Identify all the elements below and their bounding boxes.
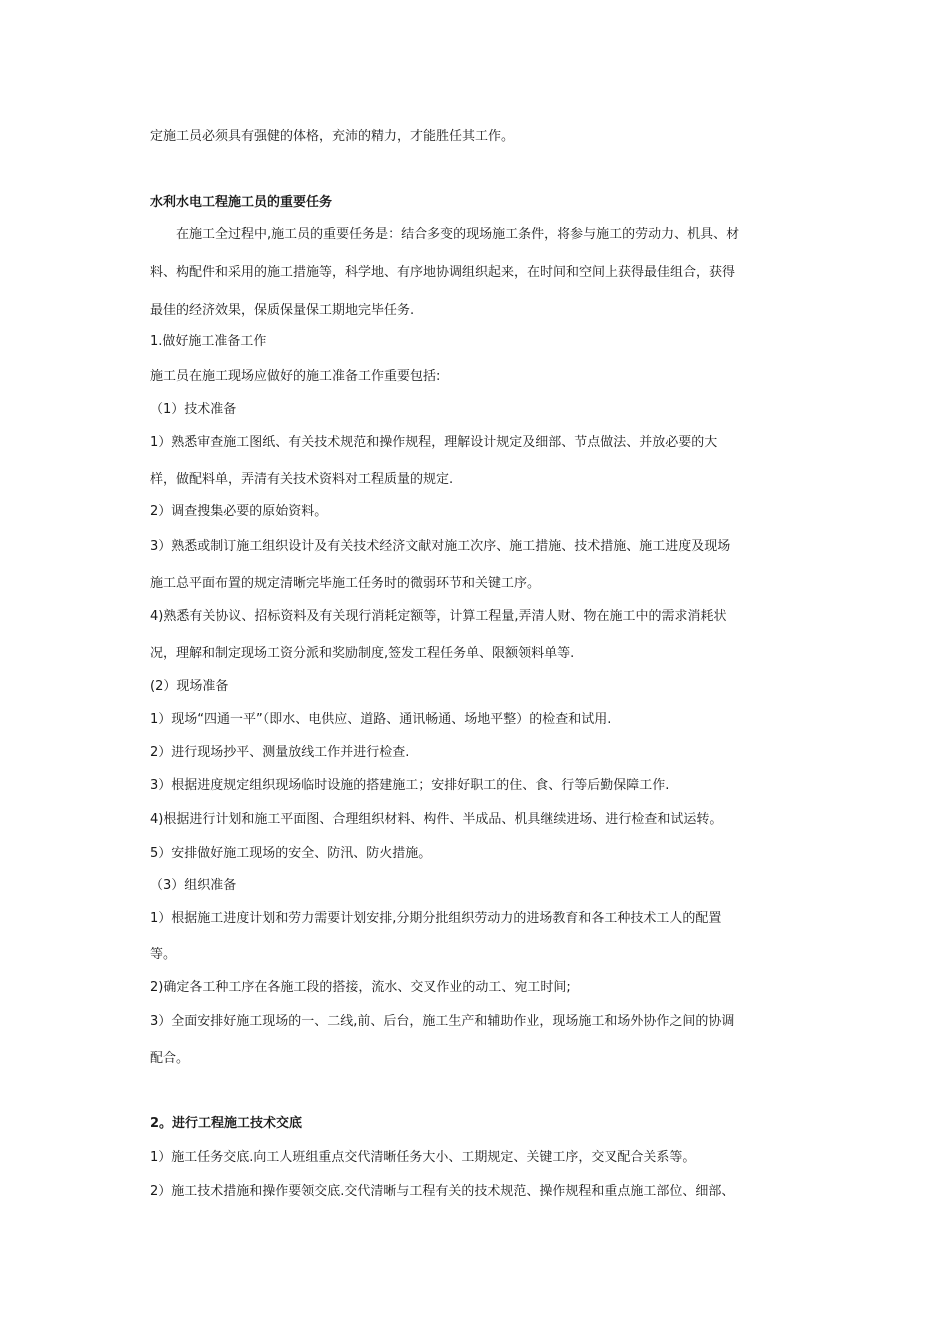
paragraph-line: 最佳的经济效果，保质保量保工期地完毕任务. [150, 303, 415, 318]
list-item-line: 1）施工任务交底.向工人班组重点交代清晰任务大小、工期规定、关键工序，交叉配合关系等。 [150, 1150, 696, 1165]
section-heading: 2。进行工程施工技术交底 [150, 1116, 303, 1131]
paragraph-line: 在施工全过程中,施工员的重要任务是：结合多变的现场施工条件，将参与施工的劳动力、机具、材 [176, 227, 740, 242]
list-item-line: 2）施工技术措施和操作要领交底.交代清晰与工程有关的技术规范、操作规程和重点施工部位、细部、 [150, 1184, 735, 1199]
list-item-line: 4)根据进行计划和施工平面图、合理组织材料、构件、半成品、机具继续进场、进行检查和试运转。 [150, 812, 723, 827]
subsection-title: 1.做好施工准备工作 [150, 334, 267, 349]
subsection-title: （3）组织准备 [150, 878, 237, 893]
list-item-line: 2）进行现场抄平、测量放线工作并进行检查. [150, 745, 410, 760]
list-item-line: 1）现场“四通一平”（即水、电供应、道路、通讯畅通、场地平整）的检查和试用. [150, 712, 612, 727]
paragraph-line: 料、构配件和采用的施工措施等，科学地、有序地协调组织起来，在时间和空间上获得最佳组合，获得 [150, 265, 736, 280]
paragraph-line: 定施工员必须具有强健的体格，充沛的精力，才能胜任其工作。 [150, 129, 515, 144]
list-item-line: 2)确定各工种工序在各施工段的搭接，流水、交叉作业的动工、宛工时间; [150, 980, 571, 995]
list-item-line: 1）根据施工进度计划和劳力需要计划安排,分期分批组织劳动力的进场教育和各工种技术工人的配置 [150, 911, 722, 926]
list-item-line: 5）安排做好施工现场的安全、防汛、防火措施。 [150, 846, 432, 861]
paragraph-line: 施工员在施工现场应做好的施工准备工作重要包括: [150, 369, 441, 384]
list-item-line: 3）全面安排好施工现场的一、二线,前、后台，施工生产和辅助作业，现场施工和场外协作之间的协调 [150, 1014, 735, 1029]
list-item-line: 况，理解和制定现场工资分派和奖励制度,签发工程任务单、限额领料单等. [150, 646, 575, 661]
list-item-line: 4)熟悉有关协议、招标资料及有关现行消耗定额等，计算工程量,弄清人财、物在施工中的需求消耗状 [150, 609, 727, 624]
list-item-line: 3）根据进度规定组织现场临时设施的搭建施工；安排好职工的住、食、行等后勤保障工作. [150, 778, 670, 793]
list-item-line: 配合。 [150, 1051, 190, 1066]
list-item-line: 施工总平面布置的规定清晰完毕施工任务时的微弱环节和关键工序。 [150, 576, 541, 591]
section-heading: 水利水电工程施工员的重要任务 [150, 195, 333, 210]
list-item-line: 等。 [150, 947, 177, 962]
list-item-line: 2）调查搜集必要的原始资料。 [150, 504, 328, 519]
subsection-title: (2）现场准备 [150, 679, 229, 694]
subsection-title: （1）技术准备 [150, 402, 237, 417]
list-item-line: 1）熟悉审查施工图纸、有关技术规范和操作规程，理解设计规定及细部、节点做法、并放必要的大 [150, 435, 718, 450]
list-item-line: 样，做配料单，弄清有关技术资料对工程质量的规定. [150, 472, 454, 487]
list-item-line: 3）熟悉或制订施工组织设计及有关技术经济文献对施工次序、施工措施、技术措施、施工进度及现场 [150, 539, 731, 554]
